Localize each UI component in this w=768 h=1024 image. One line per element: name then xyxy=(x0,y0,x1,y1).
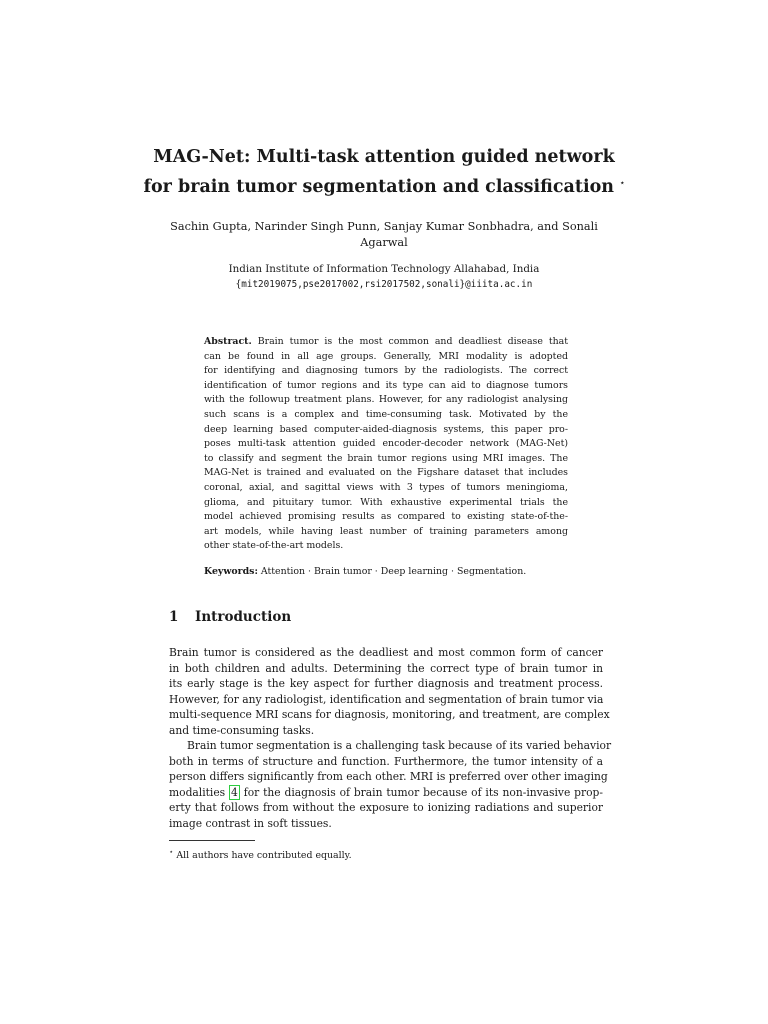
footnote-text: All authors have contributed equally. xyxy=(176,850,352,862)
title-footnote-marker[interactable]: ⋆ xyxy=(620,178,625,187)
abstract-line: art models, while having least number of training parameters among xyxy=(204,525,568,537)
author-list xyxy=(150,219,618,251)
section-title: Introduction xyxy=(195,609,292,625)
citation-link[interactable]: 4 xyxy=(231,785,238,799)
abstract-line: poses multi-task attention guided encoder-decoder network (MAG-Net) xyxy=(204,438,568,450)
intro-line: in both children and adults. Determining the correct type of brain tumor in xyxy=(169,661,603,675)
introduction-body xyxy=(169,645,612,831)
section-number: 1 xyxy=(169,609,179,625)
abstract-line: coronal, axial, and sagittal views with 3 types of tumors meningioma, xyxy=(204,481,568,493)
footnote-marker: ⋆ xyxy=(169,848,174,856)
abstract-line xyxy=(204,335,568,350)
intro-text: for the diagnosis of brain tumor because of its non-invasive prop- xyxy=(243,785,604,799)
intro-line: and time-consuming tasks. xyxy=(169,723,315,737)
institute-name: Indian Institute of Information Technology Allahabad, India xyxy=(228,263,540,275)
intro-line: its early stage is the key aspect for further diagnosis and treatment process. xyxy=(169,677,603,690)
abstract-line: with the followup treatment plans. However, for any radiologist analysing xyxy=(204,394,568,406)
intro-line: erty that follows from without the exposure to ionizing radiations and superior xyxy=(169,801,603,814)
intro-line xyxy=(169,785,603,801)
intro-line: Brain tumor segmentation is a challenging task because of its varied behavior xyxy=(187,739,612,752)
abstract-line: for identifying and diagnosing tumors by the radiologists. The correct xyxy=(204,365,568,377)
authors-line-1: Sachin Gupta, Narinder Singh Punn, Sanjay Kumar Sonbhadra, and Sonali xyxy=(170,220,598,233)
intro-line: both in terms of structure and function. Furthermore, the tumor intensity of a xyxy=(169,754,603,768)
title-line-1: MAG-Net: Multi-task attention guided network xyxy=(153,147,615,167)
keywords xyxy=(204,565,568,579)
intro-text: modalities xyxy=(169,785,226,799)
abstract-line: other state-of-the-art models. xyxy=(204,540,344,552)
intro-line: However, for any radiologist, identification and segmentation of brain tumor via xyxy=(169,692,604,706)
keywords-text: Attention · Brain tumor · Deep learning · Segmentation. xyxy=(260,566,527,577)
abstract-label: Abstract. xyxy=(204,336,252,347)
affiliation xyxy=(150,262,618,292)
keywords-label: Keywords: xyxy=(204,566,258,577)
abstract-line: MAG-Net is trained and evaluated on the Figshare dataset that includes xyxy=(204,467,568,479)
intro-line: image contrast in soft tissues. xyxy=(169,816,332,830)
title-line-2 xyxy=(120,170,648,200)
footnote-rule xyxy=(169,840,255,841)
intro-line: person differs significantly from each other. MRI is preferred over other imaging xyxy=(169,770,608,783)
abstract-line-text: Brain tumor is the most common and deadliest disease that xyxy=(257,336,568,347)
paper-title xyxy=(120,145,648,200)
abstract-line: deep learning based computer-aided-diagnosis systems, this paper pro- xyxy=(204,423,568,435)
abstract-line: identification of tumor regions and its type can aid to diagnose tumors xyxy=(204,379,568,391)
abstract xyxy=(204,335,568,554)
intro-line: multi-sequence MRI scans for diagnosis, monitoring, and treatment, are complex xyxy=(169,708,610,721)
footnote xyxy=(169,846,352,862)
abstract-line: can be found in all age groups. Generally, MRI modality is adopted xyxy=(204,350,568,362)
title-line-2-text: for brain tumor segmentation and classification xyxy=(143,176,615,197)
section-heading xyxy=(169,607,291,627)
abstract-line: glioma, and pituitary tumor. With exhaustive experimental trials the xyxy=(204,496,568,508)
author-emails: {mit2019075,pse2017002,rsi2017502,sonali}@iiita.ac.in xyxy=(235,279,533,290)
abstract-line: to classify and segment the brain tumor regions using MRI images. The xyxy=(204,452,568,464)
abstract-line: such scans is a complex and time-consuming task. Motivated by the xyxy=(204,408,568,420)
authors-line-2: Agarwal xyxy=(360,236,408,249)
intro-line: Brain tumor is considered as the deadliest and most common form of cancer xyxy=(169,646,603,659)
abstract-line: model achieved promising results as compared to existing state-of-the- xyxy=(204,511,568,523)
